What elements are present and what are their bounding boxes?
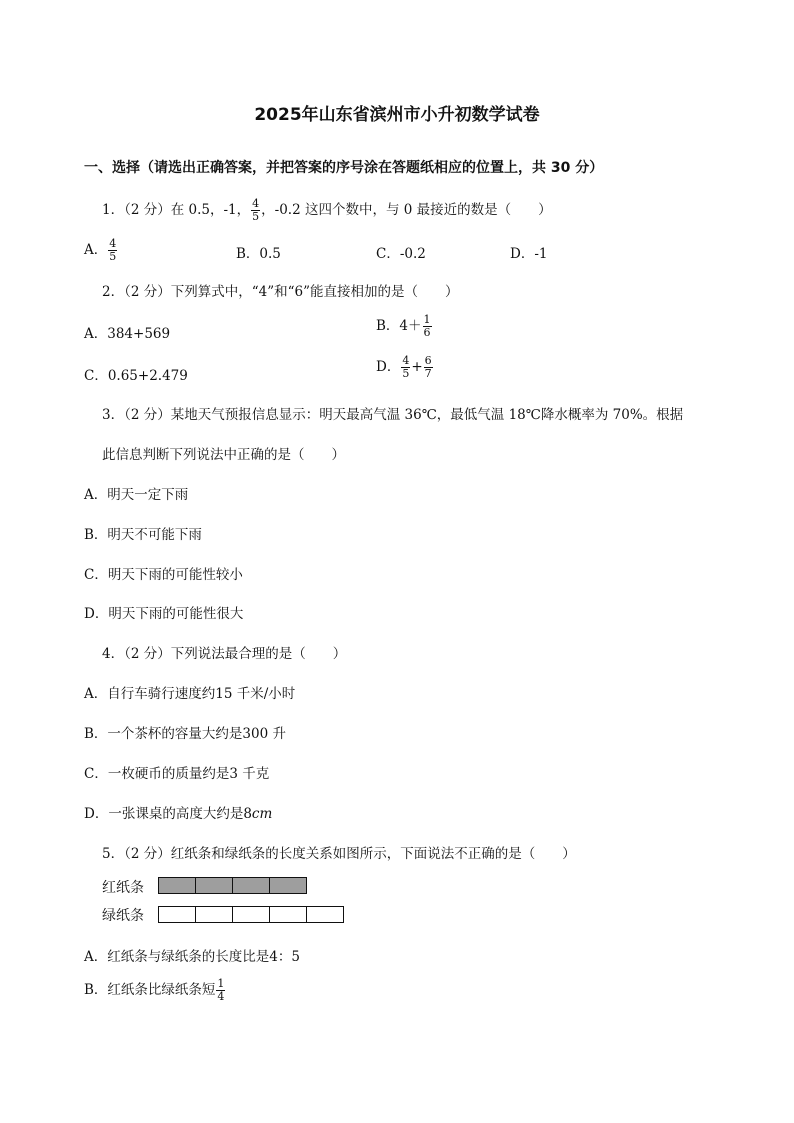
- fraction-denominator: 5: [109, 250, 117, 263]
- fraction-numerator: 1: [217, 977, 225, 990]
- question-3-option-a[interactable]: A．明天一定下雨: [84, 487, 189, 503]
- option-a-fraction: [108, 238, 117, 263]
- fraction-denominator: 7: [424, 367, 432, 380]
- question-4-option-a[interactable]: A．自行车骑行速度约15 千米/小时: [84, 686, 296, 702]
- question-3-stem-line-1: 3．（2 分）某地天气预报信息显示：明天最高气温 36℃，最低气温 18℃降水概率为 70%。根据: [102, 407, 684, 423]
- question-1-text-b: ，-0.2 这四个数中，与 0 最接近的数是（ ）: [261, 202, 552, 218]
- section-heading-choice: 一、选择（请选出正确答案，并把答案的序号涂在答题纸相应的位置上，共 30 分）: [84, 160, 604, 176]
- option-b-text: B．红纸条比绿纸条短: [84, 982, 216, 998]
- option-b-prefix: B．4＋: [376, 318, 422, 334]
- question-1-option-a[interactable]: [84, 238, 118, 263]
- plus-sign: +: [411, 359, 423, 375]
- question-3-stem-line-2: 此信息判断下列说法中正确的是（ ）: [102, 447, 345, 463]
- option-d-text: D．一张课桌的高度大约是8: [84, 806, 252, 822]
- question-3-option-b[interactable]: B．明天不可能下雨: [84, 527, 202, 543]
- red-paper-strip: [158, 877, 306, 894]
- question-1-fraction: [251, 198, 260, 223]
- red-strip-cell: [232, 877, 270, 894]
- question-2-stem: 2．（2 分）下列算式中，“4”和“6”能直接相加的是（ ）: [102, 284, 459, 300]
- green-strip-cell: [269, 906, 307, 923]
- question-5-option-a[interactable]: A．红纸条与绿纸条的长度比是4：5: [84, 949, 300, 965]
- red-strip-label: 红纸条: [102, 880, 144, 896]
- question-2-option-b[interactable]: [376, 314, 433, 339]
- red-strip-cell: [269, 877, 307, 894]
- question-4-option-b[interactable]: B．一个茶杯的容量大约是300 升: [84, 726, 286, 742]
- red-strip-cell: [158, 877, 196, 894]
- option-d-fraction-1: [401, 355, 410, 380]
- question-4-option-c[interactable]: C．一枚硬币的质量约是3 千克: [84, 766, 270, 782]
- option-d-prefix: D．: [376, 359, 401, 375]
- question-1-option-d[interactable]: D．-1: [510, 246, 548, 262]
- option-b-fraction: [423, 314, 432, 339]
- page-title: 2025年山东省滨州市小升初数学试卷: [254, 105, 540, 125]
- fraction-denominator: 5: [252, 210, 260, 223]
- question-5-option-b[interactable]: [84, 978, 226, 1003]
- fraction-denominator: 5: [402, 367, 410, 380]
- question-4-stem: 4．（2 分）下列说法最合理的是（ ）: [102, 646, 347, 662]
- question-1-option-b[interactable]: B．0.5: [236, 246, 281, 262]
- green-strip-label: 绿纸条: [102, 908, 144, 924]
- question-2-option-d[interactable]: [376, 355, 434, 380]
- fraction-numerator: 1: [423, 313, 431, 326]
- option-d-unit: cm: [251, 806, 273, 822]
- option-a-prefix: A．: [84, 242, 108, 258]
- red-strip-cell: [195, 877, 233, 894]
- question-2-option-a[interactable]: A．384+569: [84, 326, 171, 342]
- question-1-stem: [102, 198, 552, 223]
- question-2-option-c[interactable]: C．0.65+2.479: [84, 368, 188, 384]
- green-strip-cell: [195, 906, 233, 923]
- question-3-option-c[interactable]: C．明天下雨的可能性较小: [84, 567, 243, 583]
- question-3-option-d[interactable]: D．明天下雨的可能性很大: [84, 606, 244, 622]
- green-strip-cell: [158, 906, 196, 923]
- fraction-numerator: 4: [402, 354, 410, 367]
- fraction-numerator: 4: [252, 197, 260, 210]
- fraction-denominator: 4: [217, 990, 225, 1003]
- question-5-stem: 5．（2 分）红纸条和绿纸条的长度关系如图所示，下面说法不正确的是（ ）: [102, 846, 576, 862]
- question-4-option-d[interactable]: [84, 802, 272, 822]
- fraction-numerator: 6: [424, 354, 432, 367]
- fraction-numerator: 4: [109, 237, 117, 250]
- question-1-option-c[interactable]: C．-0.2: [376, 246, 426, 262]
- fraction-denominator: 6: [423, 326, 431, 339]
- green-paper-strip: [158, 906, 343, 923]
- green-strip-cell: [306, 906, 344, 923]
- option-d-fraction-2: [424, 355, 433, 380]
- question-1-text-a: 1．（2 分）在 0.5，-1，: [102, 202, 251, 218]
- option-b-fraction: [216, 978, 225, 1003]
- green-strip-cell: [232, 906, 270, 923]
